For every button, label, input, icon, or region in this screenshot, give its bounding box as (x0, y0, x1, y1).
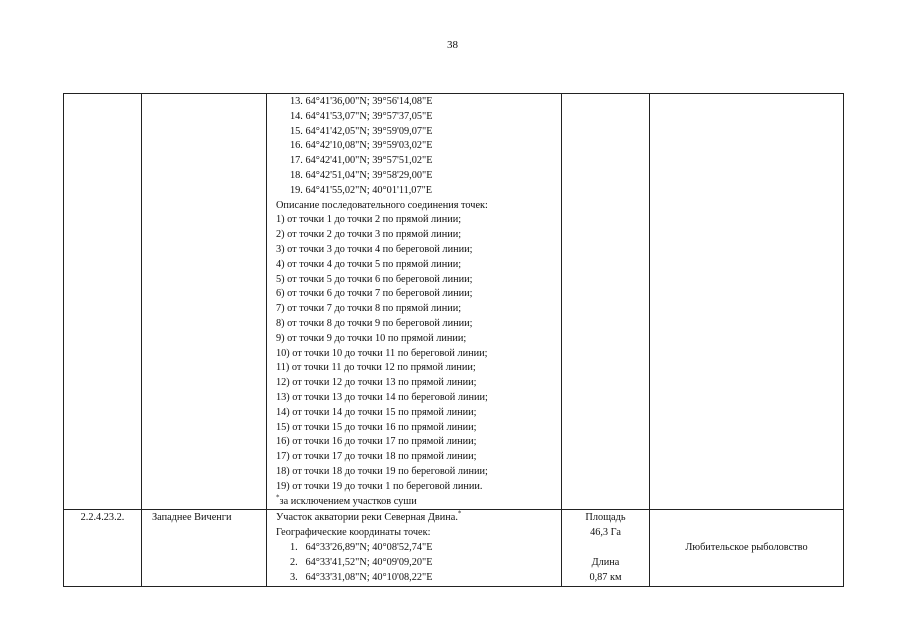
cell-name: Западнее Виченги (142, 510, 267, 586)
footnote-mark: * (276, 493, 280, 502)
table-row (64, 510, 844, 586)
connection-line: 18) от точки 18 до точки 19 по береговой линии; (276, 465, 488, 477)
connection-line: 13) от точки 13 до точки 14 по береговой линии; (276, 391, 488, 403)
area-title-text: Участок акватории реки Северная Двина. (276, 512, 458, 524)
coord-line: 19. 64°41'55,02"N; 40°01'11,07"E (290, 184, 433, 196)
footnote (276, 495, 561, 510)
cell-id-empty (64, 94, 142, 510)
connection-line: 1) от точки 1 до точки 2 по прямой линии; (276, 214, 462, 226)
description-header: Описание последовательного соединения точек: (276, 199, 488, 211)
fishing-areas-table (63, 93, 844, 587)
footnote-mark: * (457, 509, 462, 518)
cell-area-empty (562, 94, 650, 510)
cell-description (267, 94, 562, 510)
connection-line: 10) от точки 10 до точки 11 по береговой линии; (276, 347, 488, 359)
connection-line: 6) от точки 6 до точки 7 по береговой линии; (276, 288, 473, 300)
coord-line: 13. 64°41'36,00"N; 39°56'14,08"E (290, 96, 433, 107)
coord-line: 16. 64°42'10,08"N; 39°59'03,02"E (290, 140, 433, 152)
connection-line: 15) от точки 15 до точки 16 по прямой линии; (276, 421, 477, 433)
cell-description (267, 510, 562, 586)
coord-line: 15. 64°41'42,05"N; 39°59'09,07"E (290, 125, 433, 137)
connection-line: 3) от точки 3 до точки 4 по береговой линии; (276, 243, 473, 255)
connection-line: 19) от точки 19 до точки 1 по береговой линии. (276, 480, 483, 492)
connection-line: 8) от точки 8 до точки 9 по береговой линии; (276, 317, 473, 329)
cell-usage: Любительское рыболовство (650, 510, 844, 586)
area-title (276, 511, 561, 526)
area-label: Площадь (585, 512, 626, 524)
connection-line: 17) от точки 17 до точки 18 по прямой линии; (276, 451, 477, 463)
page-number: 38 (447, 39, 458, 51)
connection-line: 16) от точки 16 до точки 17 по прямой линии; (276, 436, 477, 448)
connection-line: 14) от точки 14 до точки 15 по прямой линии; (276, 406, 477, 418)
coord-line: 18. 64°42'51,04"N; 39°58'29,00"E (290, 169, 433, 181)
connection-line: 11) от точки 11 до точки 12 по прямой линии; (276, 362, 476, 374)
footnote-text: за исключением участков суши (279, 495, 417, 507)
cell-usage-empty (650, 94, 844, 510)
connection-line: 9) от точки 9 до точки 10 по прямой линии; (276, 332, 467, 344)
coords-header: Географические координаты точек: (276, 527, 431, 539)
coord-line: 17. 64°42'41,00"N; 39°57'51,02"E (290, 155, 433, 167)
coord-line: 3. 64°33'31,08"N; 40°10'08,22"E (290, 571, 433, 583)
table-row (64, 94, 844, 510)
coord-line: 14. 64°41'53,07"N; 39°57'37,05"E (290, 110, 433, 122)
cell-area (562, 510, 650, 586)
length-label: Длина (591, 556, 620, 568)
connection-line: 2) от точки 2 до точки 3 по прямой линии; (276, 229, 462, 241)
area-value: 46,3 Га (590, 527, 621, 539)
spacer (562, 541, 649, 556)
connection-line: 12) от точки 12 до точки 13 по прямой линии; (276, 377, 477, 389)
length-value: 0,87 км (589, 571, 622, 583)
connection-line: 4) от точки 4 до точки 5 по прямой линии; (276, 258, 462, 270)
coord-line: 1. 64°33'26,89"N; 40°08'52,74"E (290, 541, 433, 553)
connection-line: 7) от точки 7 до точки 8 по прямой линии; (276, 303, 462, 315)
coord-line: 2. 64°33'41,52"N; 40°09'09,20"E (290, 556, 433, 568)
cell-id: 2.2.4.23.2. (64, 510, 142, 586)
connection-line: 5) от точки 5 до точки 6 по береговой линии; (276, 273, 473, 285)
cell-name-empty (142, 94, 267, 510)
